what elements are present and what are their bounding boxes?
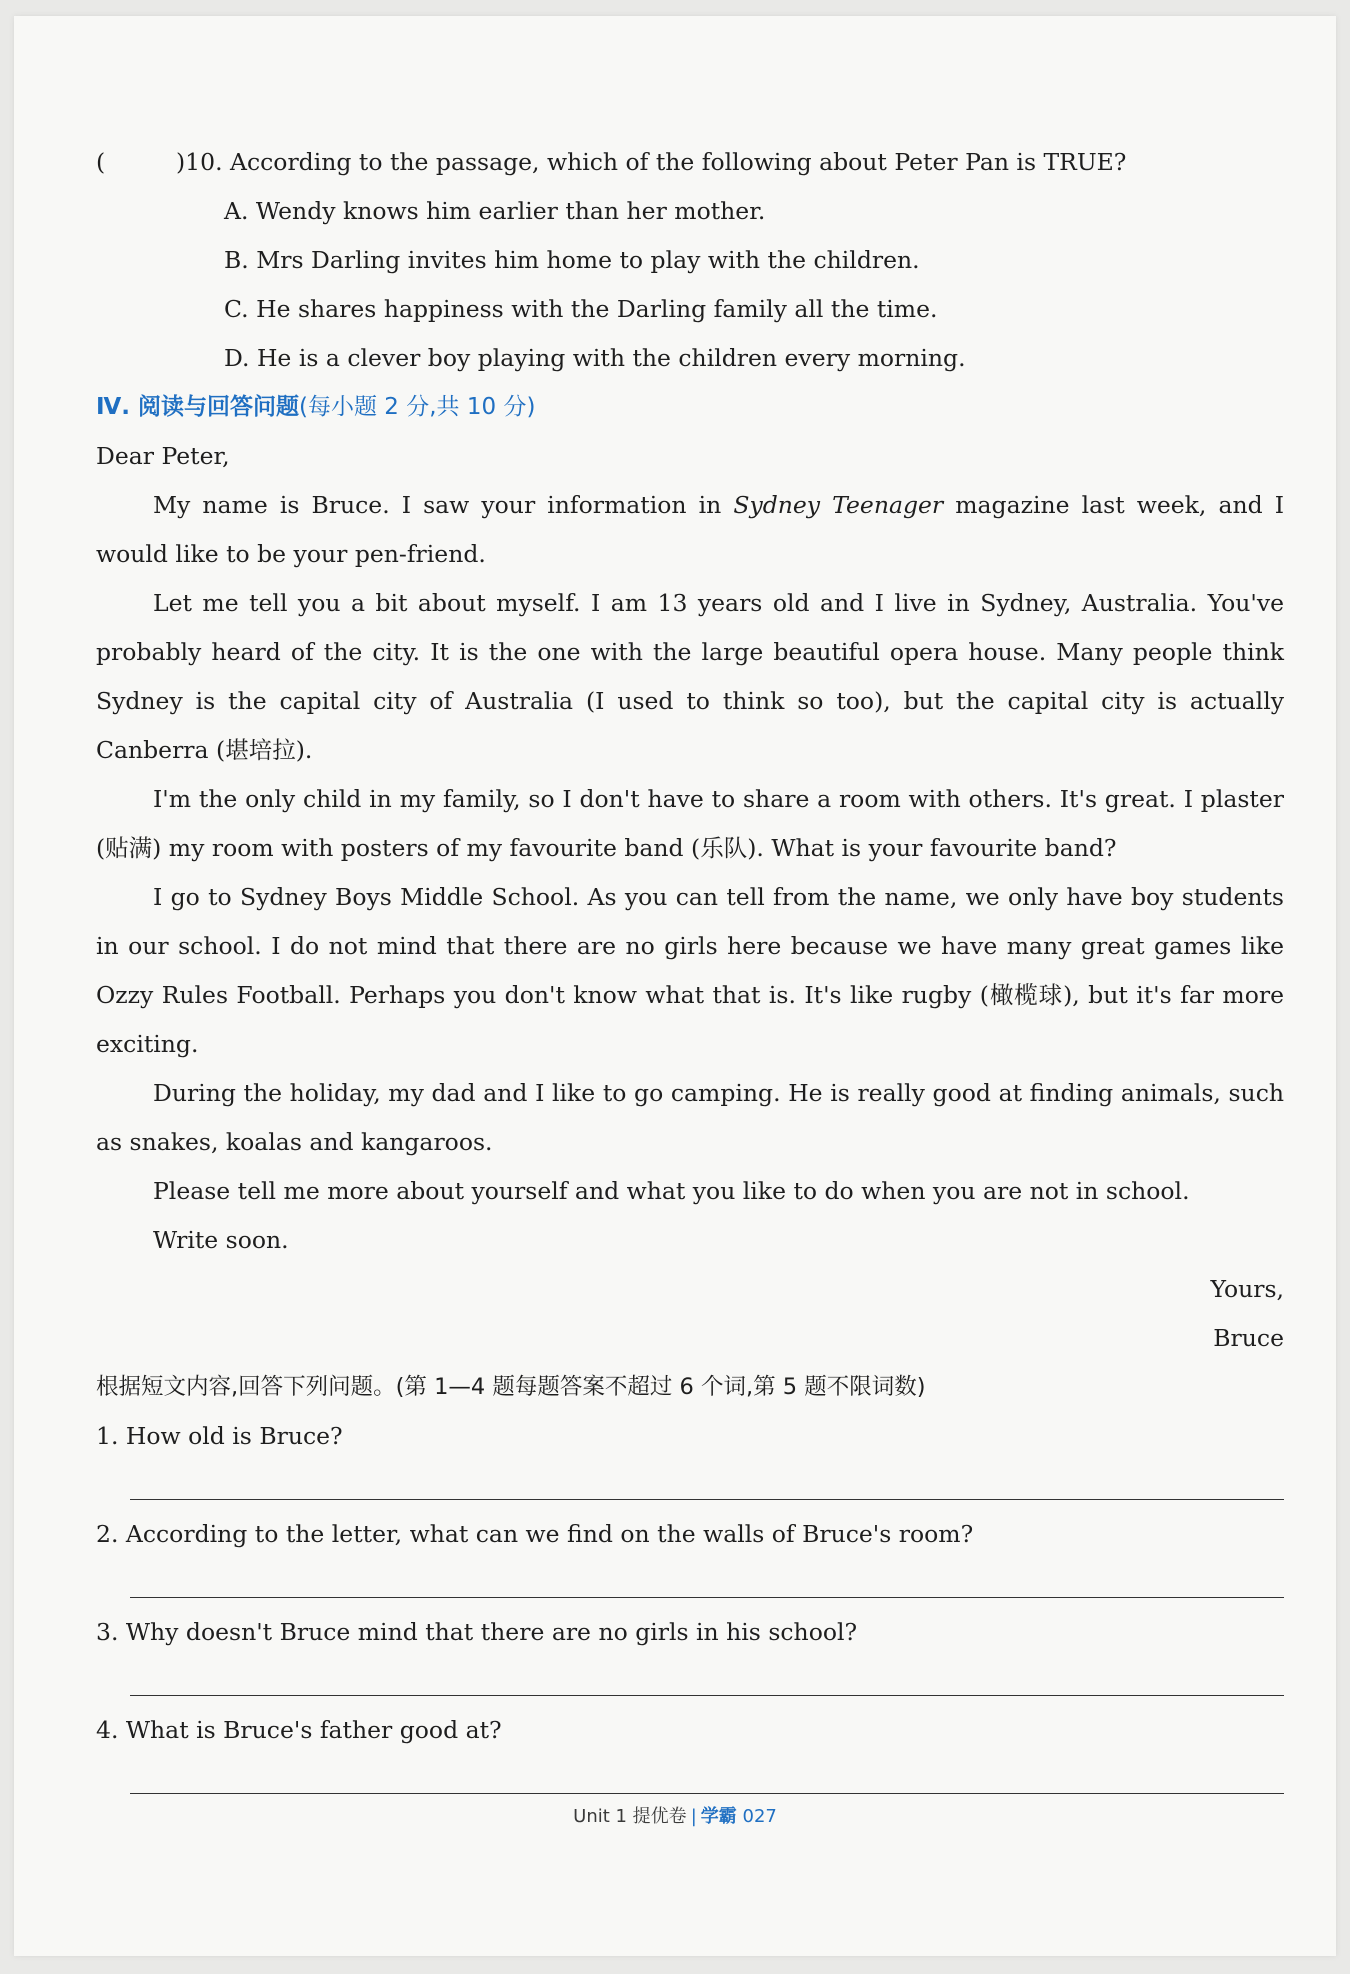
option-d: D. He is a clever boy playing with the children every morning. — [224, 344, 966, 372]
letter-paragraph-3: I'm the only child in my family, so I don't have to share a room with others. It's great. I plaster (贴满) my room with posters of my favourite band (乐队). What is your favourite band? — [96, 785, 1284, 862]
letter-greeting: Dear Peter, — [96, 442, 230, 470]
question-3: 3. Why doesn't Bruce mind that there are no girls in his school? — [96, 1618, 858, 1646]
page-content — [96, 138, 1284, 1804]
section-title: Ⅳ. 阅读与回答问题 — [96, 394, 300, 420]
answer-paren: ( — [96, 148, 106, 176]
question-2: 2. According to the letter, what can we find on the walls of Bruce's room? — [96, 1520, 974, 1548]
footer-unit: Unit 1 提优卷 — [573, 1806, 687, 1827]
option-c: C. He shares happiness with the Darling family all the time. — [224, 295, 938, 323]
footer-separator: | — [690, 1806, 697, 1827]
option-b: B. Mrs Darling invites him home to play with the children. — [224, 246, 920, 274]
worksheet-page — [14, 16, 1336, 1956]
question-10-text: )10. According to the passage, which of the following about Peter Pan is TRUE? — [176, 148, 1127, 176]
paragraph-1-end: magazine last week, and I would like to be your pen-friend. — [96, 491, 1284, 568]
question-1: 1. How old is Bruce? — [96, 1422, 343, 1450]
page-footer — [0, 1802, 1350, 1828]
section-heading — [96, 383, 1284, 432]
letter-paragraph-1 — [96, 481, 1284, 579]
footer-brand: 学霸 — [700, 1806, 737, 1827]
section-score: (每小题 2 分,共 10 分) — [299, 394, 536, 420]
answer-line-4[interactable] — [96, 1755, 1284, 1804]
page-number: 027 — [742, 1806, 777, 1827]
letter-paragraph-7: Write soon. — [153, 1226, 289, 1254]
letter-paragraph-4: I go to Sydney Boys Middle School. As you can tell from the name, we only have boy students in our school. I do not mind that there are no girls here because we have many great games like Ozzy Rules Football. Perhaps you don't know what that is. It's like rugby (橄榄球), but it's far more exciting. — [96, 883, 1284, 1058]
answer-line-2[interactable] — [96, 1559, 1284, 1608]
questions-instructions: 根据短文内容,回答下列问题。(第 1—4 题每题答案不超过 6 个词,第 5 题不限词数) — [96, 1374, 926, 1400]
letter-closing: Yours, — [1210, 1275, 1284, 1303]
letter-paragraph-5: During the holiday, my dad and I like to go camping. He is really good at finding animals, such as snakes, koalas and kangaroos. — [96, 1079, 1284, 1156]
paragraph-1-start: My name is Bruce. I saw your information in — [153, 491, 734, 519]
answer-line-1[interactable] — [96, 1461, 1284, 1510]
letter-signature: Bruce — [1213, 1324, 1284, 1352]
letter-paragraph-6: Please tell me more about yourself and what you like to do when you are not in school. — [153, 1177, 1190, 1205]
question-4: 4. What is Bruce's father good at? — [96, 1716, 502, 1744]
option-a: A. Wendy knows him earlier than her mother. — [224, 197, 766, 225]
answer-line-3[interactable] — [96, 1657, 1284, 1706]
magazine-title: Sydney Teenager — [733, 491, 944, 519]
question-10-stem — [96, 138, 1284, 187]
letter-paragraph-2: Let me tell you a bit about myself. I am 13 years old and I live in Sydney, Australia. You've probably heard of the city. It is the one with the large beautiful opera house. Many people think Sydney is the capital city of Australia (I used to think so too), but the capital city is actually Canberra (堪培拉). — [96, 589, 1284, 764]
